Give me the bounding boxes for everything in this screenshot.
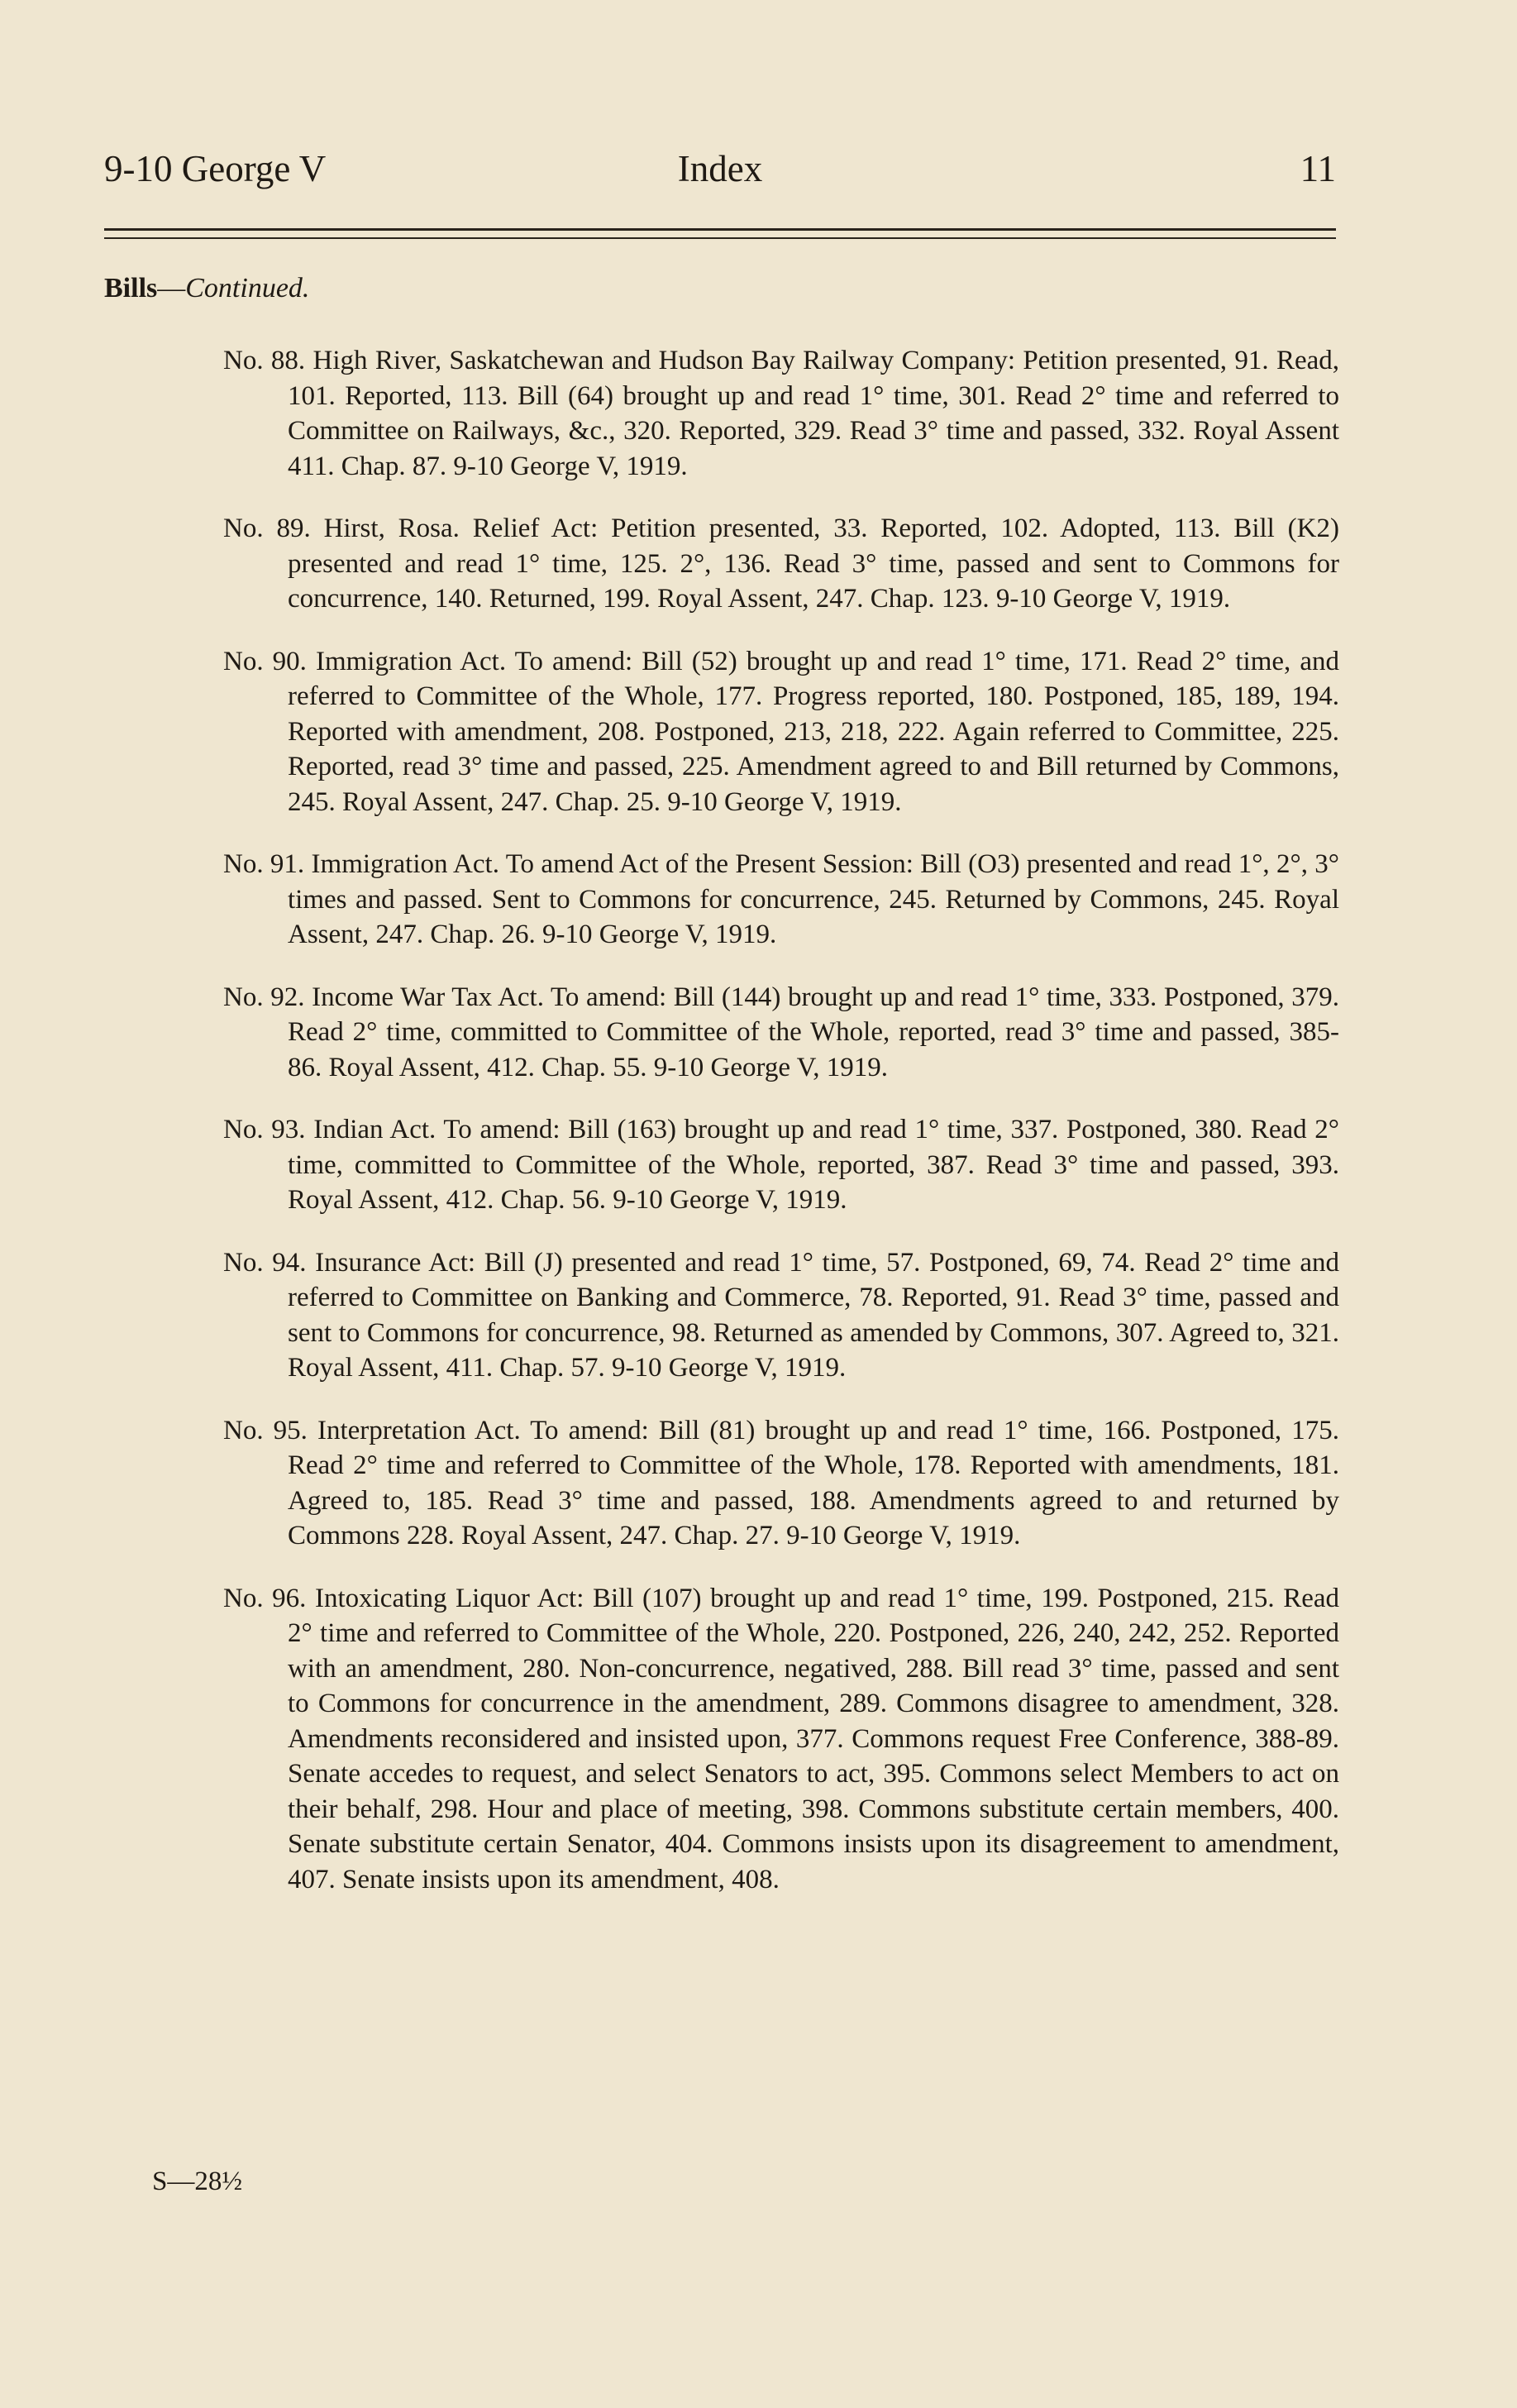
header-rule-top (104, 228, 1336, 231)
entry-number: No. 90. (223, 646, 307, 676)
entry-text: Immigration Act. To amend Act of the Present Session: Bill (O3) presented and read 1°, 2°, 3° times and passed. Sent to Commons for concurrence, 245. Returned by Commons, 245. Royal Assent, 247. Chap. 26. 9-10 George V, 1919. (288, 849, 1339, 949)
entry-text: Immigration Act. To amend: Bill (52) brought up and read 1° time, 171. Read 2° time, and referred to Committee of the Whole, 177. Progress reported, 180. Postponed, 185, 189, 194. Reported with amendment, 208. Postponed, 213, 218, 222. Again referred to Committee, 225. Reported, read 3° time and passed, 225. Amendment agreed to and Bill returned by Commons, 245. Royal Assent, 247. Chap. 25. 9-10 George V, 1919. (288, 646, 1339, 817)
entry-number: No. 91. (223, 849, 305, 879)
signature-mark: S—28½ (152, 2167, 243, 2196)
entry-number: No. 95. (223, 1415, 308, 1445)
index-entry (223, 1112, 1339, 1218)
index-entry (223, 343, 1339, 484)
index-entry (223, 644, 1339, 820)
entry-number: No. 89. (223, 514, 311, 543)
header-rule-bottom (104, 237, 1336, 239)
entry-text: Insurance Act: Bill (J) presented and read 1° time, 57. Postponed, 69, 74. Read 2° time and referred to Committee on Banking and Commerce, 78. Reported, 91. Read 3° time, passed and sent to Commons for concurrence, 98. Returned as amended by Commons, 307. Agreed to, 321. Royal Assent, 411. Chap. 57. 9-10 George V, 1919. (288, 1247, 1340, 1383)
entry-text: Hirst, Rosa. Relief Act: Petition presented, 33. Reported, 102. Adopted, 113. Bill (K2) presented and read 1° time, 125. 2°, 136. Read 3° time, passed and sent to Commons for concurrence, 140. Returned, 199. Royal Assent, 247. Chap. 123. 9-10 George V, 1919. (288, 514, 1339, 614)
entry-text: Interpretation Act. To amend: Bill (81) brought up and read 1° time, 166. Postponed, 175. Read 2° time and referred to Committee of the Whole, 178. Reported with amendments, 181. Agreed to, 185. Read 3° time and passed, 188. Amendments agreed to and returned by Commons 228. Royal Assent, 247. Chap. 27. 9-10 George V, 1919. (288, 1415, 1339, 1550)
header-title: Index (677, 148, 763, 189)
entry-text: Intoxicating Liquor Act: Bill (107) brought up and read 1° time, 199. Postponed, 215. Read 2° time and referred to Committee of the Whole, 220. Postponed, 226, 240, 242, 252. Reported with an amendment, 280. Non-concurrence, negatived, 288. Bill read 3° time, passed and sent to Commons for concurrence in the amendment, 289. Commons disagree to amendment, 328. Amendments reconsidered and insisted upon, 377. Commons request Free Conference, 388-89. Senate accedes to request, and select Senators to act, 395. Commons select Members to act on their behalf, 298. Hour and place of meeting, 398. Commons substitute certain members, 400. Senate substitute certain Senator, 404. Commons insists upon its disagreement to amendment, 407. Senate insists upon its amendment, 408. (288, 1583, 1339, 1894)
page-number: 11 (1300, 148, 1336, 189)
entry-number: No. 92. (223, 982, 305, 1012)
section-heading (104, 273, 309, 304)
page-header (104, 147, 1336, 205)
entry-number: No. 94. (223, 1247, 307, 1278)
index-entry (223, 511, 1339, 617)
section-title-bold: Bills (104, 273, 158, 303)
entry-number: No. 88. (223, 346, 306, 375)
entry-number: No. 93. (223, 1115, 306, 1144)
index-entry (223, 1413, 1339, 1554)
index-entry (223, 1245, 1339, 1386)
index-entries (223, 316, 1339, 1907)
section-title-dash: — (157, 273, 186, 303)
entry-text: Indian Act. To amend: Bill (163) brought up and read 1° time, 337. Postponed, 380. Read 2° time, committed to Committee of the Whole, reported, 387. Read 3° time and passed, 393. Royal Assent, 412. Chap. 56. 9-10 George V, 1919. (288, 1115, 1340, 1215)
index-entry (223, 980, 1339, 1086)
section-title-italic: Continued. (185, 273, 310, 303)
index-entry (223, 1581, 1339, 1898)
entry-number: No. 96. (223, 1583, 307, 1613)
entry-text: Income War Tax Act. To amend: Bill (144) brought up and read 1° time, 333. Postponed, 379. Read 2° time, committed to Committee of the Whole, reported, read 3° time and passed, 385-86. Royal Assent, 412. Chap. 55. 9-10 George V, 1919. (288, 982, 1339, 1082)
index-entry (223, 847, 1339, 953)
entry-text: High River, Saskatchewan and Hudson Bay Railway Company: Petition presented, 91. Read, 101. Reported, 113. Bill (64) brought up and read 1° time, 301. Read 2° time and referred to Committee on Railways, &c., 320. Reported, 329. Read 3° time and passed, 332. Royal Assent 411. Chap. 87. 9-10 George V, 1919. (288, 346, 1339, 481)
header-volume: 9-10 George V (104, 148, 327, 189)
